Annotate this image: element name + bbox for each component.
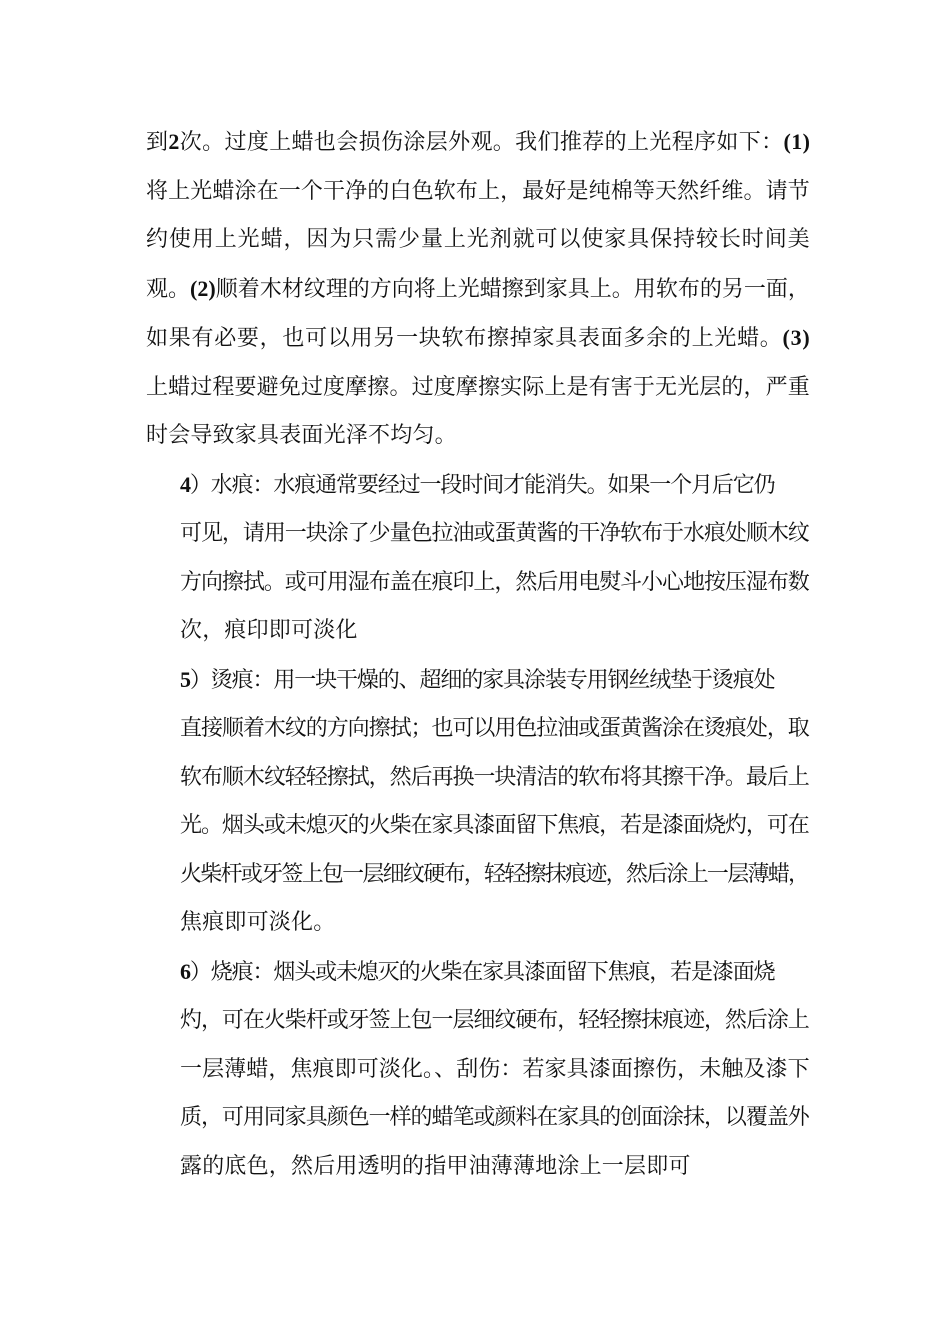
text-line: 约使用上光蜡，因为只需少量上光剂就可以使家具保持较长时间美 <box>146 227 811 252</box>
text-line: 观。(2)顺着木材纹理的方向将上光蜡擦到家具上。用软布的另一面， <box>146 275 810 302</box>
text-line: 到2次。过度上蜡也会损伤涂层外观。我们推荐的上光程序如下：(1) <box>146 129 811 155</box>
text-line: 次，痕印即可淡化 <box>180 618 358 643</box>
paragraph-polish-procedure <box>146 118 810 461</box>
text-line: 火柴杆或牙签上包一层细纹硬布，轻轻擦抹痕迹，然后涂上一层薄蜡， <box>180 861 809 887</box>
text-line: 方向擦拭。或可用湿布盖在痕印上，然后用电熨斗小心地按压湿布数 <box>180 569 809 595</box>
text-line: 直接顺着木纹的方向擦拭；也可以用色拉油或蛋黄酱涂在烫痕处，取 <box>180 716 809 741</box>
text-line: 4）水痕：水痕通常要经过一段时间才能消失。如果一个月后它仍 <box>180 471 775 498</box>
text-line: 质，可用同家具颜色一样的蜡笔或颜料在家具的创面涂抹，以覆盖外 <box>180 1105 809 1130</box>
text-line: 可见，请用一块涂了少量色拉油或蛋黄酱的干净软布于水痕处顺木纹 <box>180 521 809 546</box>
text-line: 5）烫痕：用一块干燥的、超细的家具涂装专用钢丝绒垫于烫痕处 <box>180 666 775 693</box>
text-line: 如果有必要，也可以用另一块软布擦掉家具表面多余的上光蜡。(3) <box>146 325 811 351</box>
text-line: 上蜡过程要避免过度摩擦。过度摩擦实际上是有害于无光层的，严重 <box>146 374 810 400</box>
paragraph-heat-marks <box>146 656 810 948</box>
text-line: 焦痕即可淡化。 <box>180 910 336 935</box>
text-line: 将上光蜡涂在一个干净的白色软布上，最好是纯棉等天然纤维。请节 <box>146 178 810 204</box>
text-line: 露的底色，然后用透明的指甲油薄薄地涂上一层即可 <box>180 1153 691 1179</box>
text-line: 灼，可在火柴杆或牙签上包一层细纹硬布，轻轻擦抹痕迹，然后涂上 <box>180 1008 809 1033</box>
paragraph-burn-marks <box>146 948 810 1192</box>
document-page <box>146 118 810 1191</box>
text-line: 光。烟头或未熄灭的火柴在家具漆面留下焦痕，若是漆面烧灼，可在 <box>180 813 809 838</box>
text-line: 软布顺木纹轻轻擦拭，然后再换一块清洁的软布将其擦干净。最后上 <box>180 764 809 790</box>
text-line: 一层薄蜡，焦痕即可淡化。、刮伤：若家具漆面擦伤，未触及漆下 <box>180 1056 810 1082</box>
text-line: 时会导致家具表面光泽不均匀。 <box>146 423 457 448</box>
text-line: 6）烧痕：烟头或未熄灭的火柴在家具漆面留下焦痕，若是漆面烧 <box>180 958 775 985</box>
paragraph-water-marks <box>146 461 810 656</box>
